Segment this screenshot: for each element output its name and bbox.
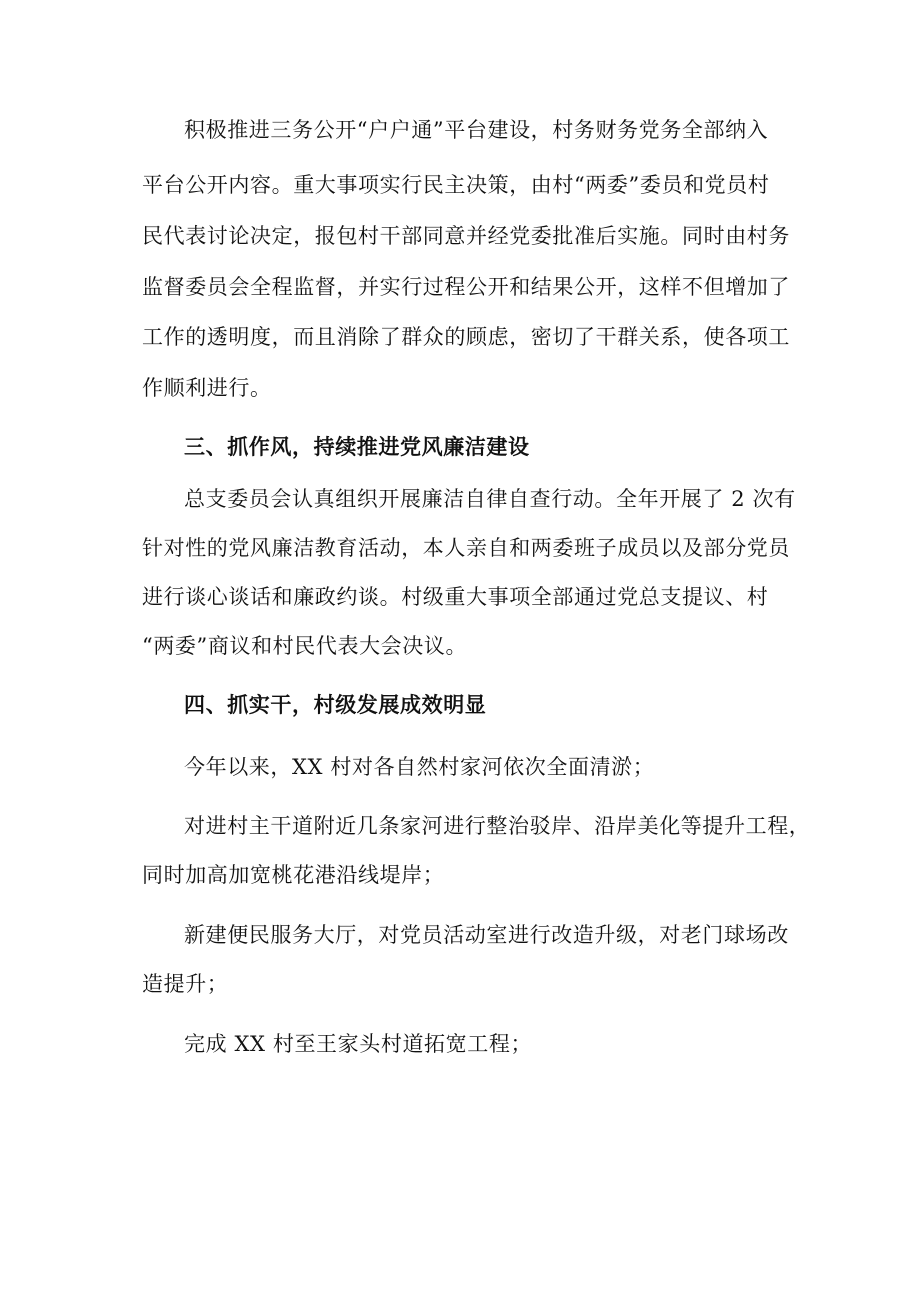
- text-line: 作顺利进行。: [142, 376, 272, 400]
- text-line: 同时加高加宽桃花港沿线堤岸；: [142, 863, 445, 887]
- text-line: 进行谈心谈话和廉政约谈。村级重大事项全部通过党总支提议、村: [142, 585, 769, 609]
- text-line: 完成 XX 村至王家头村道拓宽工程；: [184, 1032, 533, 1056]
- text-line: 民代表讨论决定，报包村干部同意并经党委批准后实施。同时由村务: [142, 224, 790, 248]
- text-line: 积极推进三务公开“户户通”平台建设，村务财务党务全部纳入: [184, 118, 769, 142]
- text-line: 造提升；: [142, 972, 229, 996]
- text-line: 今年以来，XX 村对各自然村家河依次全面清淤；: [184, 755, 655, 779]
- section-heading-4: 四、抓实干，村级发展成效明显: [184, 692, 487, 717]
- text-line: 针对性的党风廉洁教育活动，本人亲自和两委班子成员以及部分党员: [142, 536, 790, 560]
- text-line: “两委”商议和村民代表大会决议。: [142, 634, 468, 658]
- text-line: 平台公开内容。重大事项实行民主决策，由村“两委”委员和党员村: [142, 173, 770, 197]
- text-line: 工作的透明度，而且消除了群众的顾虑，密切了干群关系，使各项工: [142, 325, 790, 349]
- text-line: 监督委员会全程监督，并实行过程公开和结果公开，这样不但增加了: [142, 275, 790, 299]
- text-line: 总支委员会认真组织开展廉洁自律自查行动。全年开展了 2 次有: [184, 487, 796, 511]
- text-line: 新建便民服务大厅，对党员活动室进行改造升级，对老门球场改: [184, 923, 789, 947]
- section-heading-3: 三、抓作风，持续推进党风廉洁建设: [184, 434, 530, 459]
- text-line: 对进村主干道附近几条家河进行整治驳岸、沿岸美化等提升工程，: [184, 814, 811, 838]
